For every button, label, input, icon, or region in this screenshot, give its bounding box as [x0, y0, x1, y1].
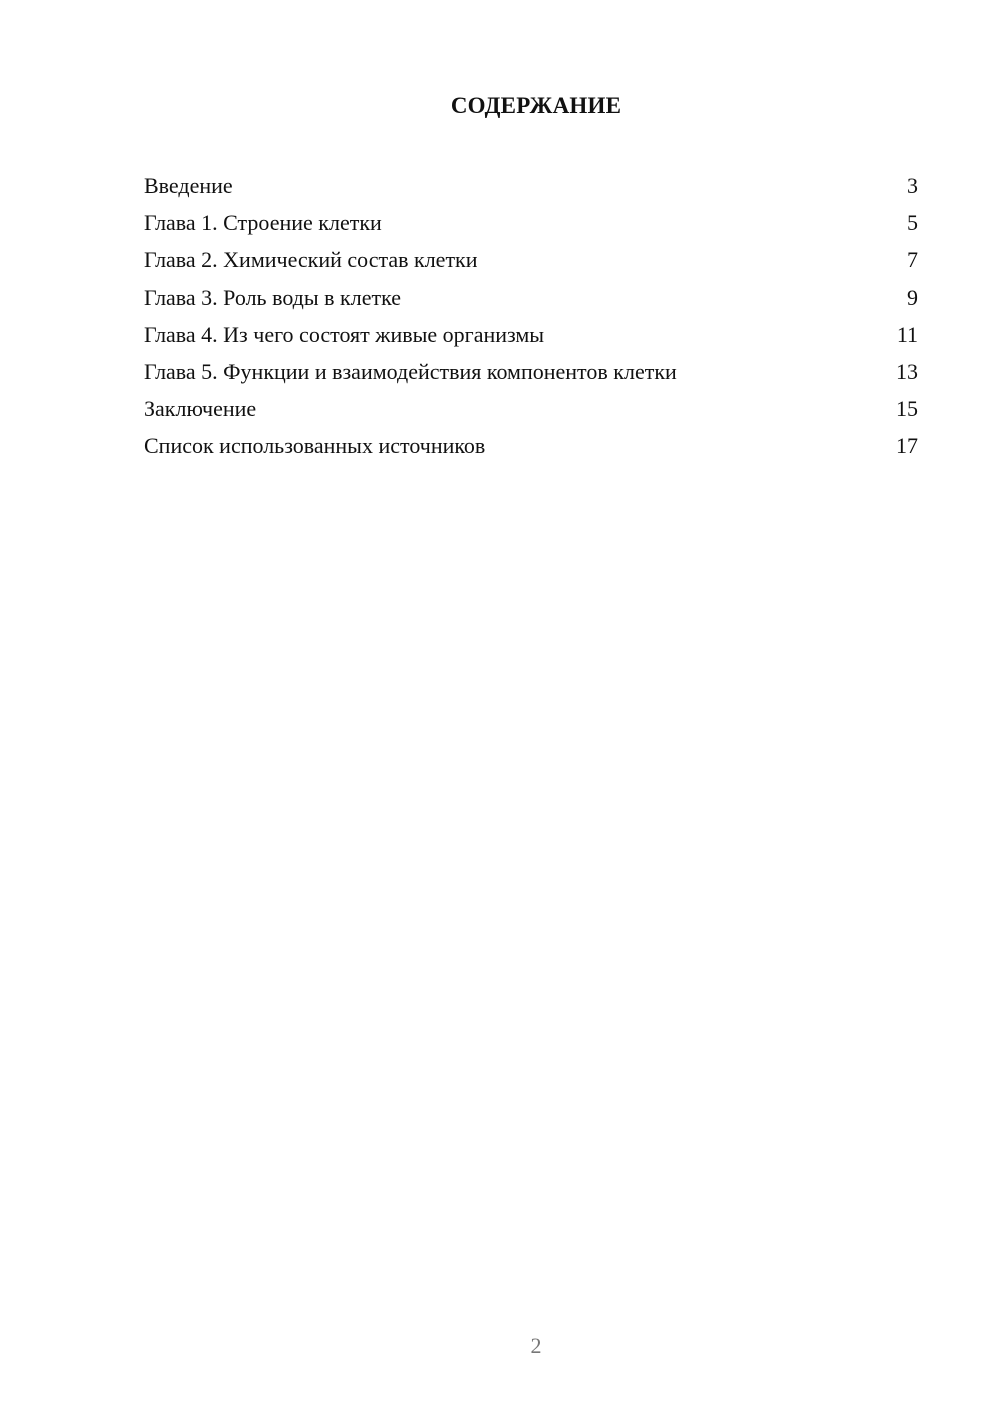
toc-entry-label: Глава 4. Из чего состоят живые организмы	[144, 321, 545, 347]
toc-entry-chapter-5[interactable]	[144, 353, 918, 390]
toc-entry-label: Глава 3. Роль воды в клетке	[144, 284, 401, 310]
toc-entry-chapter-1[interactable]	[144, 204, 918, 241]
toc-entry-page: 3	[907, 173, 918, 198]
toc-entry-label: Список использованных источников	[144, 433, 486, 459]
toc-entry-page: 11	[896, 321, 918, 347]
toc-entry-chapter-3[interactable]	[144, 279, 918, 316]
toc-entry-label: Глава 1. Строение клетки	[144, 210, 382, 236]
toc-entry-label: Заключение	[144, 396, 257, 422]
toc-entry-page: 13	[896, 358, 918, 384]
toc-title: СОДЕРЖАНИЕ	[450, 93, 622, 118]
toc-entry-chapter-2[interactable]	[144, 241, 918, 278]
toc-entry-label: Глава 5. Функции и взаимодействия компонентов клетки	[144, 358, 677, 384]
toc-entry-page: 9	[907, 284, 918, 310]
page-number: 2	[530, 1333, 542, 1358]
toc-entry-page: 5	[907, 210, 918, 236]
toc-entry-introduction[interactable]	[144, 167, 918, 204]
toc-entry-page: 15	[896, 396, 918, 422]
toc-entry-conclusion[interactable]	[144, 390, 918, 427]
toc-entry-references[interactable]	[144, 427, 918, 464]
toc-entry-label: Введение	[144, 173, 233, 198]
toc-entry-page: 7	[907, 247, 918, 273]
toc-entry-label: Глава 2. Химический состав клетки	[144, 247, 478, 273]
toc-entry-page: 17	[896, 433, 918, 459]
toc-entry-chapter-4[interactable]	[144, 316, 918, 353]
table-of-contents	[144, 167, 918, 465]
